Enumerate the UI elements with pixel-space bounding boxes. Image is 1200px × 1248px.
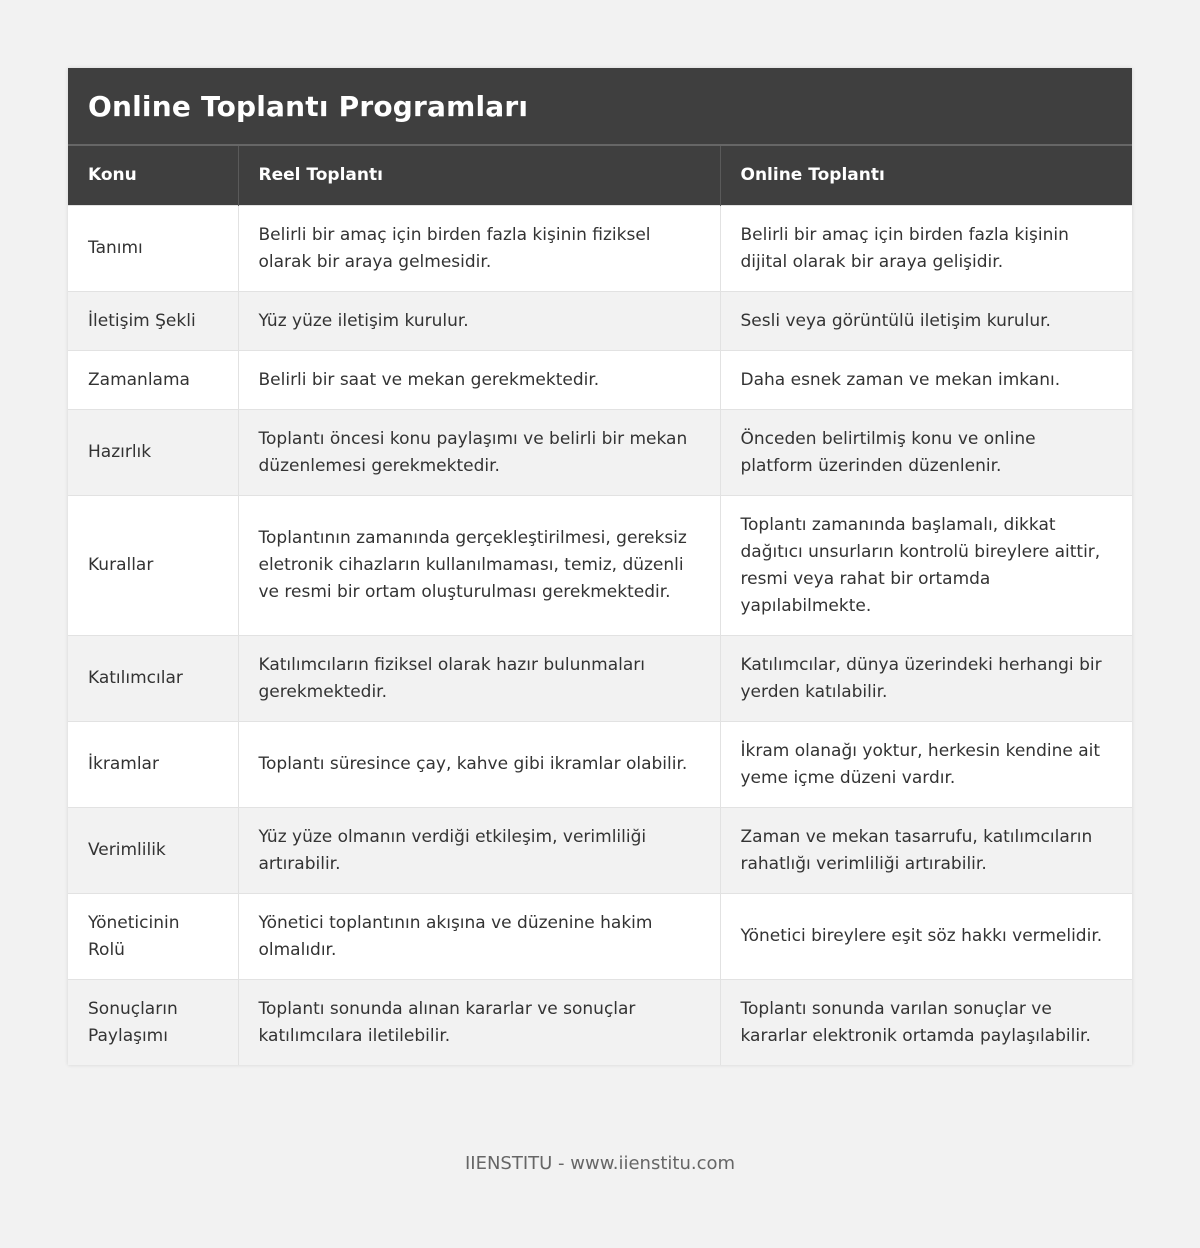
row-reel-cell: Yönetici toplantının akışına ve düzenine hakim olmalıdır. bbox=[238, 893, 720, 979]
row-online-cell: Sesli veya görüntülü iletişim kurulur. bbox=[720, 291, 1132, 350]
row-online-cell: Toplantı sonunda varılan sonuçlar ve kararlar elektronik ortamda paylaşılabilir. bbox=[720, 979, 1132, 1065]
row-topic-cell: Tanımı bbox=[68, 205, 238, 291]
row-reel-cell: Toplantı sonunda alınan kararlar ve sonuçlar katılımcılara iletilebilir. bbox=[238, 979, 720, 1065]
row-topic-cell: Hazırlık bbox=[68, 409, 238, 495]
column-header-konu: Konu bbox=[68, 145, 238, 205]
row-topic-cell: İkramlar bbox=[68, 721, 238, 807]
row-topic-cell: Kurallar bbox=[68, 495, 238, 635]
row-topic-cell: İletişim Şekli bbox=[68, 291, 238, 350]
row-reel-cell: Yüz yüze olmanın verdiği etkileşim, verimliliği artırabilir. bbox=[238, 807, 720, 893]
table-row bbox=[68, 721, 1132, 807]
table-row bbox=[68, 635, 1132, 721]
row-topic-cell: Katılımcılar bbox=[68, 635, 238, 721]
table-row bbox=[68, 893, 1132, 979]
table-header-row bbox=[68, 145, 1132, 205]
table-row bbox=[68, 350, 1132, 409]
row-online-cell: Belirli bir amaç için birden fazla kişinin dijital olarak bir araya gelişidir. bbox=[720, 205, 1132, 291]
row-online-cell: Katılımcılar, dünya üzerindeki herhangi bir yerden katılabilir. bbox=[720, 635, 1132, 721]
page-title: Online Toplantı Programları bbox=[88, 89, 529, 123]
table-row bbox=[68, 409, 1132, 495]
row-topic-cell: Sonuçların Paylaşımı bbox=[68, 979, 238, 1065]
row-reel-cell: Belirli bir amaç için birden fazla kişinin fiziksel olarak bir araya gelmesidir. bbox=[238, 205, 720, 291]
row-online-cell: Daha esnek zaman ve mekan imkanı. bbox=[720, 350, 1132, 409]
row-online-cell: İkram olanağı yoktur, herkesin kendine ait yeme içme düzeni vardır. bbox=[720, 721, 1132, 807]
row-topic-cell: Zamanlama bbox=[68, 350, 238, 409]
column-header-online-toplanti: Online Toplantı bbox=[720, 145, 1132, 205]
row-online-cell: Önceden belirtilmiş konu ve online platform üzerinden düzenlenir. bbox=[720, 409, 1132, 495]
row-reel-cell: Katılımcıların fiziksel olarak hazır bulunmaları gerekmektedir. bbox=[238, 635, 720, 721]
table-row bbox=[68, 205, 1132, 291]
table-row bbox=[68, 979, 1132, 1065]
row-topic-cell: Verimlilik bbox=[68, 807, 238, 893]
row-reel-cell: Belirli bir saat ve mekan gerekmektedir. bbox=[238, 350, 720, 409]
row-reel-cell: Toplantı öncesi konu paylaşımı ve belirli bir mekan düzenlemesi gerekmektedir. bbox=[238, 409, 720, 495]
comparison-card bbox=[68, 68, 1132, 1065]
row-reel-cell: Toplantının zamanında gerçekleştirilmesi, gereksiz eletronik cihazların kullanılmaması, temiz, düzenli ve resmi bir ortam oluşturulması gerekmektedir. bbox=[238, 495, 720, 635]
table-row bbox=[68, 807, 1132, 893]
row-online-cell: Yönetici bireylere eşit söz hakkı vermelidir. bbox=[720, 893, 1132, 979]
comparison-table bbox=[68, 144, 1132, 1065]
row-reel-cell: Toplantı süresince çay, kahve gibi ikramlar olabilir. bbox=[238, 721, 720, 807]
row-online-cell: Toplantı zamanında başlamalı, dikkat dağıtıcı unsurların kontrolü bireylere aittir, resmi veya rahat bir ortamda yapılabilmekte. bbox=[720, 495, 1132, 635]
column-header-reel-toplanti: Reel Toplantı bbox=[238, 145, 720, 205]
table-row bbox=[68, 495, 1132, 635]
footer-credit: IIENSTITU - www.iienstitu.com bbox=[464, 1153, 736, 1174]
row-topic-cell: Yöneticinin Rolü bbox=[68, 893, 238, 979]
row-reel-cell: Yüz yüze iletişim kurulur. bbox=[238, 291, 720, 350]
row-online-cell: Zaman ve mekan tasarrufu, katılımcıların rahatlığı verimliliği artırabilir. bbox=[720, 807, 1132, 893]
table-row bbox=[68, 291, 1132, 350]
title-bar bbox=[68, 68, 1132, 144]
